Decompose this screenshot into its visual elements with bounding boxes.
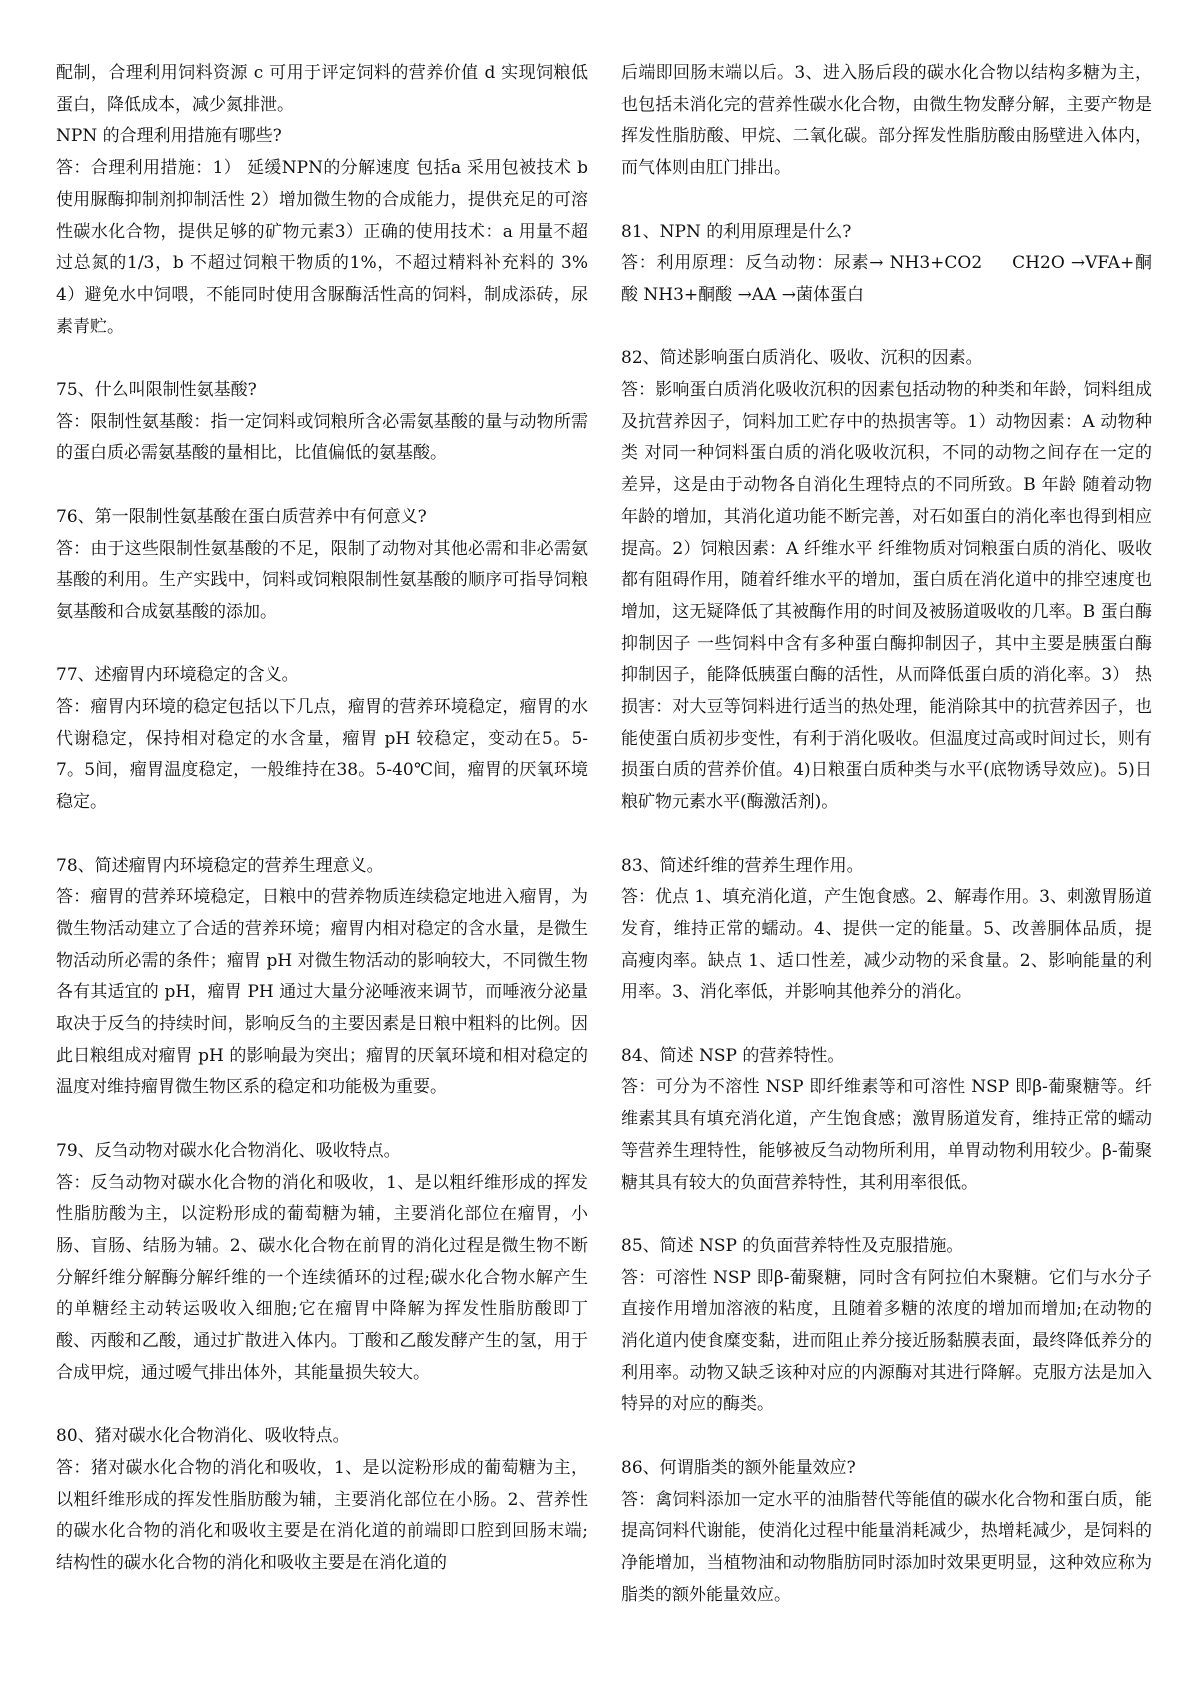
intro-paragraph: 配制，合理利用饲料资源 c 可用于评定饲料的营养价值 d 实现饲粮低蛋白，降低成本，减少氮排泄。 — [56, 63, 588, 115]
question-79: 79、反刍动物对碳水化合物消化、吸收特点。 — [56, 1140, 401, 1161]
question-85: 85、简述 NSP 的负面营养特性及克服措施。 — [621, 1235, 964, 1256]
question-80: 80、猪对碳水化合物消化、吸收特点。 — [56, 1426, 350, 1447]
continued-paragraph: 后端即回肠末端以后。3、进入肠后段的碳水化合物以结构多糖为主，也包括未消化完的营养性碳水化合物，由微生物发酵分解，主要产物是挥发性脂肪酸、甲烷、二氧化碳。部分挥发性脂肪酸由肠壁进入体内，而气体则由肛门排出。 — [621, 63, 1152, 179]
answer-77: 答：瘤胃内环境的稳定包括以下几点，瘤胃的营养环境稳定，瘤胃的水代谢稳定，保持相对稳定的水含量，瘤胃 pH 较稳定，变动在5。5-7。5间，瘤胃温度稳定，一般维持在38。5-40℃间，瘤胃的厌氧环境稳定。 — [56, 697, 588, 813]
question-81: 81、NPN 的利用原理是什么? — [621, 221, 852, 242]
answer-paragraph: 答：合理利用措施：1） 延缓NPN的分解速度 包括a 采用包被技术 b 使用脲酶抑制剂抑制活性 2）增加微生物的合成能力，提供充足的可溶性碳水化合物，提供足够的矿物元素3）正确的使用技术：a 用量不超过总氮的1/3，b 不超过饲粮干物质的1%，不超过精料补充料的 3% 4）避免水中饲喂，不能同时使用含脲酶活性高的饲料，制成添砖，尿素青贮。 — [56, 158, 588, 337]
answer-83: 答：优点 1、填充消化道，产生饱食感。2、解毒作用。3、刺激胃肠道发育，维持正常的蠕动。4、提供一定的能量。5、改善胴体品质，提高瘦肉率。缺点 1、适口性差，减少动物的采食量。2、影响能量的利用率。3、消化率低，并影响其他养分的消化。 — [621, 887, 1152, 1003]
left-column — [56, 58, 588, 1580]
answer-82: 答：影响蛋白质消化吸收沉积的因素包括动物的种类和年龄，饲料组成及抗营养因子，饲料加工贮存中的热损害等。1）动物因素：A 动物种类 对同一种饲料蛋白质的消化吸收沉积，不同的动物之间存在一定的差异，这是由于动物各自消化生理特点的不同所致。B 年龄 随着动物年龄的增加，其消化道功能不断完善，对石如蛋白的消化率也得到相应提高。2）饲粮因素：A 纤维水平 纤维物质对饲粮蛋白质的消化、吸收都有阻碍作用，随着纤维水平的增加，蛋白质在消化道中的排空速度也增加，这无疑降低了其被酶作用的时间及被肠道吸收的几率。B 蛋白酶抑制因子 一些饲料中含有多种蛋白酶抑制因子，其中主要是胰蛋白酶抑制因子，能降低胰蛋白酶的活性，从而降低蛋白质的消化率。3） 热损害：对大豆等饲料进行适当的热处理，能消除其中的抗营养因子，也能使蛋白质初步变性，有利于消化吸收。但温度过高或时间过长，则有损蛋白质的营养价值。4)日粮蛋白质种类与水平(底物诱导效应)。5)日粮矿物元素水平(酶激活剂)。 — [621, 380, 1152, 813]
question-77: 77、述瘤胃内环境稳定的含义。 — [56, 665, 299, 686]
answer-79: 答：反刍动物对碳水化合物的消化和吸收，1、是以粗纤维形成的挥发性脂肪酸为主，以淀粉形成的葡萄糖为辅，主要消化部位在瘤胃，小肠、盲肠、结肠为辅。2、碳水化合物在前胃的消化过程是微生物不断分解纤维分解酶分解纤维的一个连续循环的过程;碳水化合物水解产生的单糖经主动转运吸收入细胞;它在瘤胃中降解为挥发性脂肪酸即丁酸、丙酸和乙酸，通过扩散进入体内。丁酸和乙酸发酵产生的氢，用于合成甲烷，通过嗳气排出体外，其能量损失较大。 — [56, 1172, 588, 1383]
answer-76: 答：由于这些限制性氨基酸的不足，限制了动物对其他必需和非必需氨基酸的利用。生产实践中，饲料或饲粮限制性氨基酸的顺序可指导饲粮氨基酸和合成氨基酸的添加。 — [56, 538, 588, 622]
right-column — [621, 58, 1152, 1611]
answer-81: 答：利用原理：反刍动物：尿素→ NH3+CO2 CH2O →VFA+酮酸 NH3+酮酸 →AA →菌体蛋白 — [621, 253, 1152, 305]
question-83: 83、简述纤维的营养生理作用。 — [621, 855, 864, 876]
question-heading: NPN 的合理利用措施有哪些? — [56, 126, 282, 147]
question-75: 75、什么叫限制性氨基酸? — [56, 380, 257, 401]
answer-75: 答：限制性氨基酸：指一定饲料或饲粮所含必需氨基酸的量与动物所需的蛋白质必需氨基酸的量相比，比值偏低的氨基酸。 — [56, 411, 588, 464]
question-82: 82、简述影响蛋白质消化、吸收、沉积的因素。 — [621, 348, 983, 369]
question-84: 84、简述 NSP 的营养特性。 — [621, 1045, 845, 1066]
question-78: 78、简述瘤胃内环境稳定的营养生理意义。 — [56, 855, 384, 876]
answer-85: 答：可溶性 NSP 即β-葡聚糖，同时含有阿拉伯木聚糖。它们与水分子直接作用增加溶液的粘度，且随着多糖的浓度的增加而增加;在动物的消化道内使食糜变黏，进而阻止养分接近肠黏膜表面，最终降低养分的利用率。动物又缺乏该种对应的内源酶对其进行降解。克服方法是加入特异的对应的酶类。 — [621, 1267, 1152, 1415]
answer-84: 答：可分为不溶性 NSP 即纤维素等和可溶性 NSP 即β-葡聚糖等。纤维素其具有填充消化道，产生饱食感；激胃肠道发育，维持正常的蠕动等营养生理特性，能够被反刍动物所利用，单胃动物利用较少。β-葡聚糖其具有较大的负面营养特性，其利用率很低。 — [621, 1077, 1152, 1193]
answer-80: 答：猪对碳水化合物的消化和吸收，1、是以淀粉形成的葡萄糖为主，以粗纤维形成的挥发性脂肪酸为辅，主要消化部位在小肠。2、营养性的碳水化合物的消化和吸收主要是在消化道的前端即口腔到回肠末端;结构性的碳水化合物的消化和吸收主要是在消化道的 — [56, 1457, 588, 1573]
answer-86: 答：禽饲料添加一定水平的油脂替代等能值的碳水化合物和蛋白质，能提高饲料代谢能，使消化过程中能量消耗减少，热增耗减少，是饲料的净能增加，当植物油和动物脂肪同时添加时效果更明显，这种效应称为 脂类的额外能量效应。 — [621, 1489, 1152, 1605]
answer-78: 答：瘤胃的营养环境稳定，日粮中的营养物质连续稳定地进入瘤胃，为微生物活动建立了合适的营养环境；瘤胃内相对稳定的含水量，是微生物活动所必需的条件；瘤胃 pH 对微生物活动的影响较大，不同微生物各有其适宜的 pH，瘤胃 PH 通过大量分泌唾液来调节，而唾液分泌量取决于反刍的持续时间，影响反刍的主要因素是日粮中粗料的比例。因此日粮组成对瘤胃 pH 的影响最为突出；瘤胃的厌氧环境和相对稳定的温度对维持瘤胃微生物区系的稳定和功能极为重要。 — [56, 887, 588, 1098]
question-86: 86、何谓脂类的额外能量效应? — [621, 1457, 856, 1478]
question-76: 76、第一限制性氨基酸在蛋白质营养中有何意义? — [56, 506, 427, 527]
